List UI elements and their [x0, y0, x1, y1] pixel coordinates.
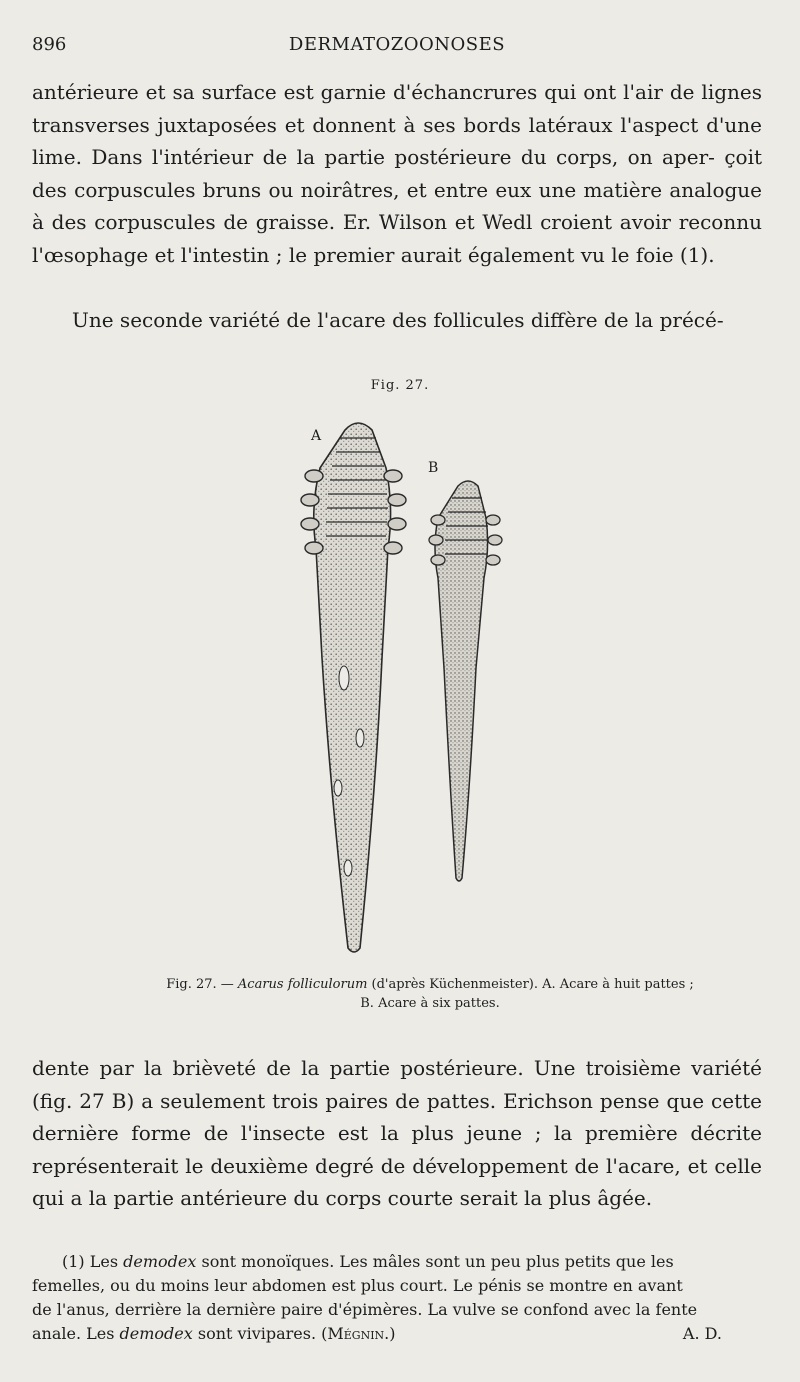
- paragraph-second-variety: [32, 304, 762, 337]
- text-line: dernière forme de l'insecte est la plus jeune ; la première décrite: [32, 1121, 762, 1146]
- caption-prefix: Fig. 27. —: [166, 977, 238, 992]
- text-line: antérieure et sa surface est garnie d'échancrures qui ont l'air de lignes: [32, 80, 762, 104]
- text-line: analogue à des corpuscules de graisse. Er. Wilson et Wedl croient: [32, 177, 762, 235]
- caption-rest: (d'après Küchenmeister). A. Acare à huit pattes ;: [367, 977, 694, 992]
- footnote-line-2: femelles, ou du moins leur abdomen est plus court. Le pénis se montre en avant: [32, 1276, 683, 1295]
- text-line: qui a la partie antérieure du corps courte serait la plus âgée.: [32, 1186, 653, 1211]
- page-number: 896: [32, 34, 67, 55]
- text-line: avoir reconnu l'œsophage et l'intestin ; le premier aurait également vu: [32, 210, 762, 267]
- text-line: représenterait le deuxième degré de développement de l'acare, et celle: [32, 1153, 762, 1178]
- footnote-line-4: [32, 1322, 762, 1346]
- paragraph-top: [32, 76, 762, 272]
- mite-a-drawing: [301, 423, 406, 952]
- footnote: [32, 1250, 762, 1346]
- page-header: [32, 34, 762, 62]
- footnote-term: demodex: [119, 1324, 193, 1343]
- footnote-last-text: [32, 1322, 396, 1346]
- figure-label-b: B: [428, 460, 439, 476]
- footnote-text: anale. Les: [32, 1324, 120, 1343]
- paragraph-bottom: [32, 1052, 762, 1215]
- footnote-text: sont vivipares. (: [192, 1324, 328, 1343]
- text-line: transverses juxtaposées et donnent à ses bords latéraux l'aspect: [32, 112, 699, 137]
- text-line: (fig. 27 B) a seulement trois paires de pattes. Erichson pense que cette: [32, 1088, 762, 1113]
- caption-line-2: B. Acare à six pattes.: [360, 996, 500, 1011]
- footnote-author: Mégnin: [327, 1324, 385, 1343]
- running-title: DERMATOZOONOSES: [288, 34, 506, 55]
- figure-label: Fig. 27.: [370, 378, 430, 393]
- figure-label-a: A: [311, 428, 322, 444]
- footnote-signature: A. D.: [682, 1324, 722, 1343]
- text-line: çoit des corpuscules bruns ou noirâtres, et entre eux une matière: [32, 145, 763, 202]
- text-line: d'une lime. Dans l'intérieur de la partie postérieure du corps, on aper-: [32, 112, 762, 170]
- footnote-text: (1) Les: [62, 1252, 124, 1271]
- text-line: Une seconde variété de l'acare des follicules diffère de la précé-: [72, 308, 724, 332]
- text-line: dente par la brièveté de la partie postérieure. Une troisième variété: [32, 1056, 762, 1080]
- figure-caption: [120, 975, 740, 1013]
- footnote-line-1: [32, 1250, 762, 1274]
- footnote-term: demodex: [123, 1252, 197, 1271]
- text-line: le foie (1).: [611, 242, 715, 267]
- footnote-line-3: de l'anus, derrière la dernière paire d'épimères. La vulve se confond avec la fente: [32, 1300, 698, 1319]
- mite-b-drawing: [429, 481, 502, 881]
- caption-species: Acarus folliculorum: [237, 977, 368, 992]
- mite-illustration: [290, 408, 520, 978]
- footnote-text: sont monoïques. Les mâles sont un peu plus petits que les: [196, 1252, 674, 1271]
- footnote-text: .): [384, 1324, 396, 1343]
